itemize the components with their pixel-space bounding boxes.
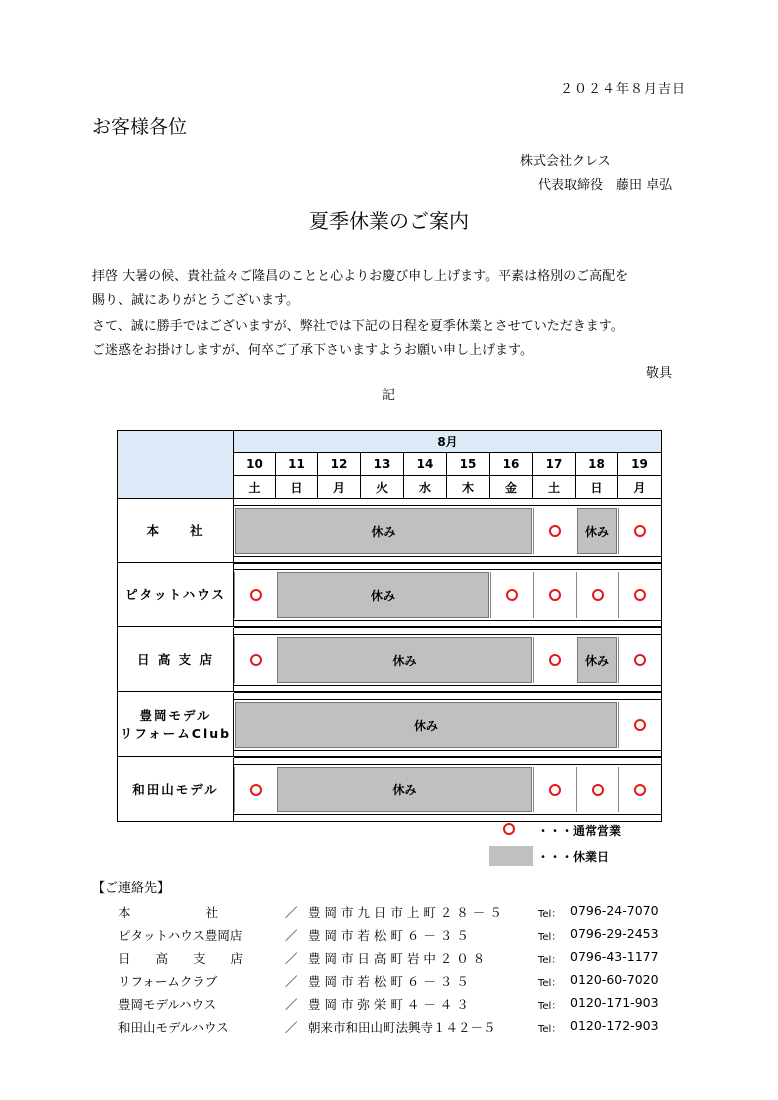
page-title: 夏季休業のご案内 bbox=[309, 209, 469, 233]
day-number: 16 bbox=[490, 453, 533, 476]
contact-address: 豊 岡 市 日 高 町 岩 中 ２ ０ ８ bbox=[308, 951, 486, 966]
contact-name: 豊岡モデルハウス bbox=[118, 997, 217, 1012]
weekday-label: 土 bbox=[234, 476, 276, 499]
body-line: 賜り、誠にありがとうございます。 bbox=[92, 293, 299, 308]
closed-block: 休み bbox=[577, 637, 617, 683]
tel-number: 0796-43-1177 bbox=[570, 949, 659, 964]
open-circle-icon bbox=[634, 784, 646, 796]
open-circle-icon bbox=[549, 784, 561, 796]
open-cell bbox=[618, 508, 661, 554]
holiday-schedule-table bbox=[117, 430, 662, 822]
contact-name: ピタットハウス豊岡店 bbox=[118, 928, 243, 943]
separator: ／ bbox=[285, 997, 298, 1012]
ki-mark: 記 bbox=[382, 388, 396, 403]
open-circle-icon bbox=[634, 719, 646, 731]
day-number: 19 bbox=[618, 453, 661, 476]
closed-block: 休み bbox=[235, 508, 532, 554]
contact-name: リフォームクラブ bbox=[118, 974, 218, 989]
open-cell bbox=[533, 508, 576, 554]
day-number: 11 bbox=[276, 453, 318, 476]
branch-name: ピタットハウス bbox=[118, 563, 234, 627]
tel-label: Tel： bbox=[538, 909, 562, 920]
closed-swatch bbox=[489, 846, 533, 866]
open-cell bbox=[618, 572, 661, 618]
contact-name: 本 社 bbox=[118, 905, 219, 920]
open-cell bbox=[618, 637, 661, 683]
contact-name: 日 高 支 店 bbox=[118, 951, 244, 966]
branch-name: 和田山モデル bbox=[118, 758, 234, 821]
day-number: 10 bbox=[234, 453, 276, 476]
header-corner bbox=[118, 431, 234, 499]
tel-label: Tel： bbox=[538, 978, 562, 989]
branch-name: 豊岡モデル リフォームClub bbox=[118, 693, 234, 757]
open-circle-icon bbox=[250, 784, 262, 796]
tel-number: 0796-29-2453 bbox=[570, 926, 659, 941]
day-number: 17 bbox=[533, 453, 576, 476]
representative: 代表取締役 藤田 卓弘 bbox=[538, 178, 673, 193]
open-cell bbox=[490, 572, 533, 618]
tel-number: 0120-171-903 bbox=[570, 995, 659, 1010]
open-circle-icon bbox=[549, 654, 561, 666]
weekday-label: 日 bbox=[576, 476, 618, 499]
closing-remark: 敬具 bbox=[646, 366, 673, 381]
weekday-label: 火 bbox=[361, 476, 404, 499]
weekday-label: 月 bbox=[318, 476, 361, 499]
open-circle-icon bbox=[503, 823, 515, 835]
contact-address: 豊 岡 市 若 松 町 ６ － ３ ５ bbox=[308, 974, 469, 989]
month-header: 8月 bbox=[234, 431, 661, 453]
legend-closed-text: ・・・休業日 bbox=[537, 850, 610, 864]
tel-label: Tel： bbox=[538, 1001, 562, 1012]
day-number: 13 bbox=[361, 453, 404, 476]
tel-number: 0120-60-7020 bbox=[570, 972, 659, 987]
weekday-label: 金 bbox=[490, 476, 533, 499]
day-number: 15 bbox=[447, 453, 490, 476]
day-number: 12 bbox=[318, 453, 361, 476]
open-circle-icon bbox=[592, 589, 604, 601]
row-separator bbox=[234, 756, 661, 758]
open-cell bbox=[618, 767, 661, 812]
open-cell bbox=[533, 767, 576, 812]
open-circle-icon bbox=[634, 525, 646, 537]
separator: ／ bbox=[285, 974, 298, 989]
contact-address: 朝来市和田山町法興寺１４２－５ bbox=[308, 1020, 496, 1035]
tel-number: 0796-24-7070 bbox=[570, 903, 659, 918]
separator: ／ bbox=[285, 951, 298, 966]
open-cell bbox=[576, 767, 618, 812]
closed-block: 休み bbox=[235, 702, 617, 748]
tel-number: 0120-172-903 bbox=[570, 1018, 659, 1033]
open-circle-icon bbox=[250, 589, 262, 601]
open-cell bbox=[234, 767, 276, 812]
open-circle-icon bbox=[634, 589, 646, 601]
open-circle-icon bbox=[634, 654, 646, 666]
tel-label: Tel： bbox=[538, 932, 562, 943]
contact-address: 豊 岡 市 若 松 町 ６ － ３ ５ bbox=[308, 928, 469, 943]
closed-block: 休み bbox=[577, 508, 617, 554]
day-number: 18 bbox=[576, 453, 618, 476]
separator: ／ bbox=[285, 928, 298, 943]
open-cell bbox=[234, 637, 276, 683]
closed-block: 休み bbox=[277, 572, 489, 618]
open-cell bbox=[576, 572, 618, 618]
weekday-label: 木 bbox=[447, 476, 490, 499]
weekday-label: 日 bbox=[276, 476, 318, 499]
weekday-label: 水 bbox=[404, 476, 447, 499]
day-number: 14 bbox=[404, 453, 447, 476]
row-separator bbox=[234, 562, 661, 564]
company-name: 株式会社クレス bbox=[520, 154, 611, 169]
weekday-label: 月 bbox=[618, 476, 661, 499]
open-circle-icon bbox=[549, 589, 561, 601]
branch-name: 日 高 支 店 bbox=[118, 628, 234, 692]
open-cell bbox=[618, 702, 661, 748]
separator: ／ bbox=[285, 905, 298, 920]
row-separator bbox=[234, 691, 661, 693]
body-line: 拝啓 大暑の候、貴社益々ご隆昌のことと心よりお慶び申し上げます。平素は格別のご高配を bbox=[92, 269, 629, 284]
open-circle-icon bbox=[592, 784, 604, 796]
tel-label: Tel： bbox=[538, 955, 562, 966]
open-cell bbox=[533, 572, 576, 618]
row-separator bbox=[234, 626, 661, 628]
open-circle-icon bbox=[250, 654, 262, 666]
contact-name: 和田山モデルハウス bbox=[118, 1020, 229, 1035]
contact-address: 豊 岡 市 弥 栄 町 ４ － ４ ３ bbox=[308, 997, 469, 1012]
open-cell bbox=[234, 572, 276, 618]
open-circle-icon bbox=[506, 589, 518, 601]
issue-date: ２０２４年８月吉日 bbox=[560, 82, 687, 97]
tel-label: Tel： bbox=[538, 1024, 562, 1035]
closed-block: 休み bbox=[277, 767, 532, 812]
contact-heading: 【ご連絡先】 bbox=[92, 881, 171, 896]
legend-open-text: ・・・通常営業 bbox=[537, 824, 622, 838]
open-cell bbox=[533, 637, 576, 683]
branch-name: 本 社 bbox=[118, 499, 234, 563]
recipient: お客様各位 bbox=[92, 116, 188, 138]
body-line: ご迷惑をお掛けしますが、何卒ご了承下さいますようお願い申し上げます。 bbox=[92, 343, 533, 358]
weekday-label: 土 bbox=[533, 476, 576, 499]
body-line: さて、誠に勝手ではございますが、弊社では下記の日程を夏季休業とさせていただきます。 bbox=[92, 319, 624, 334]
contact-address: 豊 岡 市 九 日 市 上 町 ２ ８ － ５ bbox=[308, 905, 502, 920]
separator: ／ bbox=[285, 1020, 298, 1035]
open-circle-icon bbox=[549, 525, 561, 537]
closed-block: 休み bbox=[277, 637, 532, 683]
